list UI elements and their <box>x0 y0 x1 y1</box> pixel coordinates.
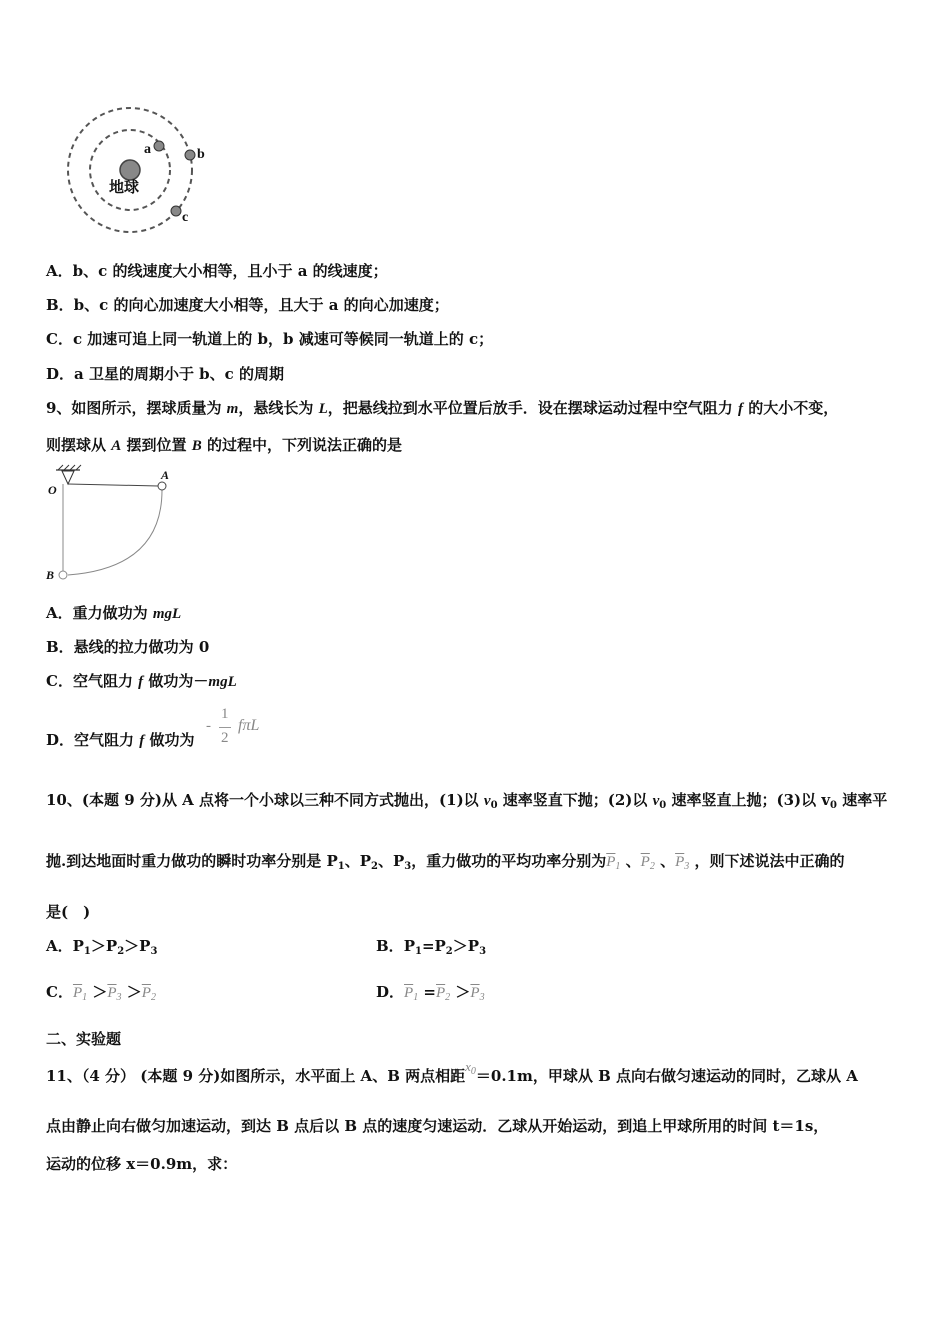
q9-option-c: C．空气阻力 f 做功为－mgL <box>46 672 237 690</box>
earth-label: 地球 <box>109 180 140 196</box>
q9-option-d-formula: - 1 2 fπL <box>206 706 260 746</box>
label-O: O <box>48 483 57 497</box>
earth <box>120 160 140 180</box>
q11-stem-line1: 11、（4 分） (本题 9 分)如图所示，水平面上 A、B 两点相距$x_0=0.1m$，甲球从 B 点向右做匀速运动的同时，乙球从 A <box>46 1059 858 1085</box>
string-horizontal <box>68 484 158 486</box>
q10-option-b: B．$P_1=P_2>P_3$ <box>376 937 487 957</box>
pendulum-figure <box>44 464 184 584</box>
q10-stem-line2: 抛.到达地面时重力做功的瞬时功率分别是 $P_1$、$P_2$、$P_3$，重力做功的平均功率分别为$\overline{P}_1$ 、$\overline{P}_2$ 、$\overline{P}_3$ ，则下述说法中正确的 <box>46 852 845 872</box>
satellite-a <box>154 141 164 151</box>
ball-A <box>158 482 166 490</box>
q9-stem-line1: 9、如图所示，摆球质量为 m，悬线长为 L，把悬线拉到水平位置后放手．设在摆球运动过程中空气阻力 f 的大小不变， <box>46 399 839 417</box>
q9-option-d: D．空气阻力 f 做功为 <box>46 731 195 749</box>
q10-option-c: C．$\overline{P}_1 >\overline{P}_3 >\overline{P}_2$ <box>46 983 156 1003</box>
label-B: B <box>46 568 55 582</box>
swing-arc <box>68 490 162 575</box>
q10-option-d: D．$\overline{P}_1 =\overline{P}_2 >\overline{P}_3$ <box>376 983 485 1003</box>
q8-option-c: C．c 加速可追上同一轨道上的 b，b 减速可等候同一轨道上的 c； <box>46 330 494 348</box>
q10-option-a: A．$P_1>P_2>P_3$ <box>46 937 158 957</box>
label-a: a <box>144 142 151 157</box>
label-A: A <box>161 468 170 482</box>
q8-option-a: A．b、c 的线速度大小相等，且小于 a 的线速度； <box>46 262 388 280</box>
q10-stem-line3: 是( ) <box>46 903 91 921</box>
orbit-figure <box>60 100 220 240</box>
q9-stem-line2: 则摆球从 A 摆到位置 B 的过程中，下列说法正确的是 <box>46 436 402 454</box>
ball-B <box>59 571 67 579</box>
q9-option-a: A．重力做功为 mgL <box>46 604 182 622</box>
label-b: b <box>197 147 205 162</box>
q9-option-b: B．悬线的拉力做功为 0 <box>46 638 210 656</box>
q8-option-b: B．b、c 的向心加速度大小相等，且大于 a 的向心加速度； <box>46 296 449 314</box>
q11-stem-line3: 运动的位移 x＝0.9m，求： <box>46 1155 238 1173</box>
q8-option-d: D．a 卫星的周期小于 b、c 的周期 <box>46 365 285 383</box>
label-c: c <box>182 210 189 225</box>
q10-stem-line1: 10、(本题 9 分)从 A 点将一个小球以三种不同方式抛出，(1)以 $v_0$ 速率竖直下抛；(2)以 $v_0$ 速率竖直上抛；(3)以 $v_0$ 速率平 <box>46 791 888 811</box>
q11-stem-line2: 点由静止向右做匀加速运动，到达 B 点后以 B 点的速度匀速运动．乙球从开始运动，到追上甲球所用的时间 t＝1s， <box>46 1117 829 1135</box>
satellite-c <box>171 206 181 216</box>
section-heading: 二、实验题 <box>46 1030 122 1048</box>
satellite-b <box>185 150 195 160</box>
